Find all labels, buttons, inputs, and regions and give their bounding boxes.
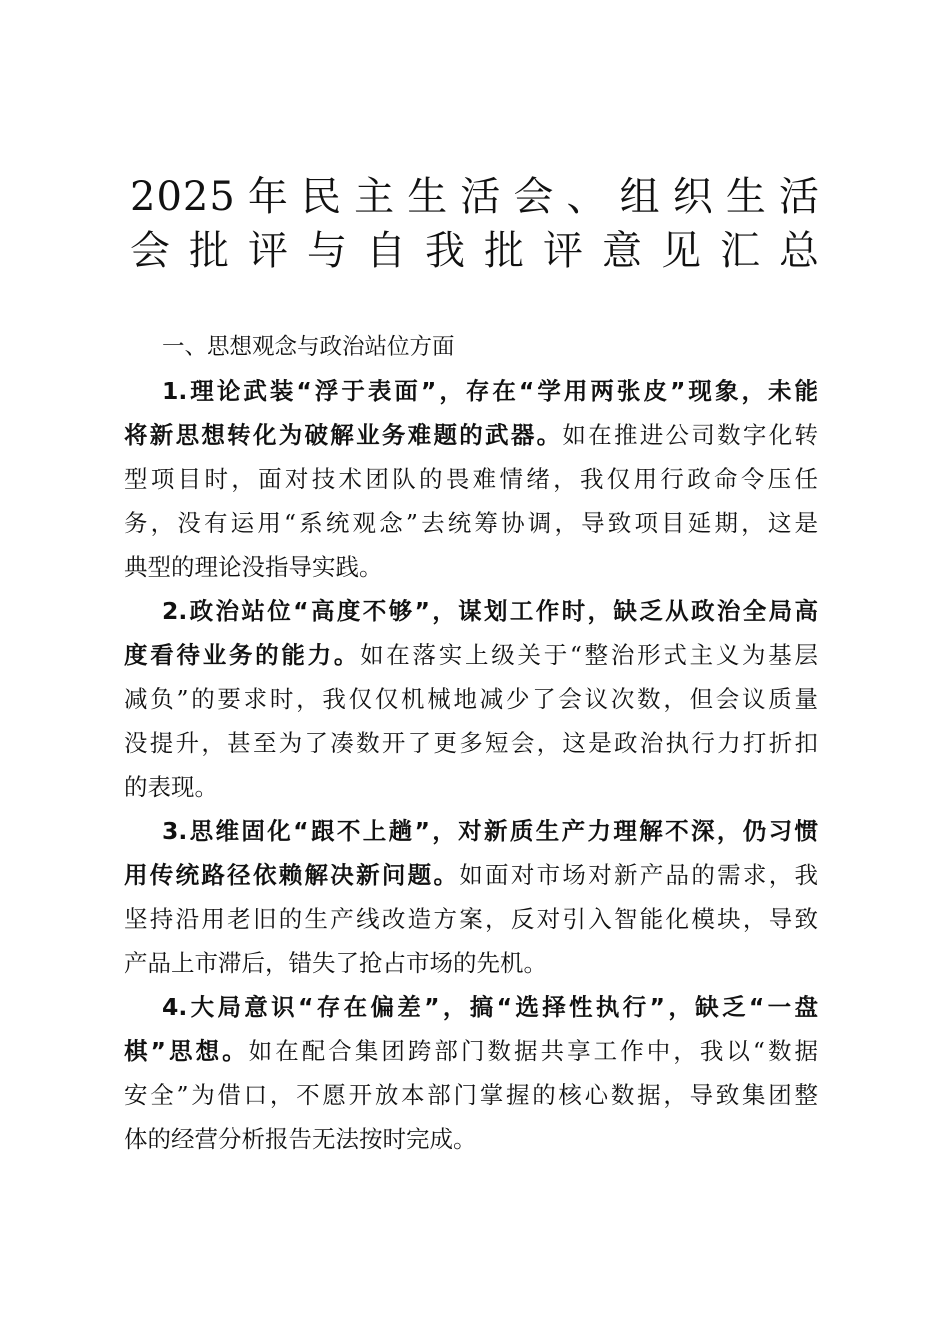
item-line: 体的经营分析报告无法按时完成。 (124, 1125, 477, 1153)
item-line: 将新思想转化为破解业务难题的武器。如在推进公司数字化转 (124, 421, 819, 449)
item-line: 棋”思想。如在配合集团跨部门数据共享工作中，我以“数据 (124, 1037, 819, 1065)
item-line: 产品上市滞后，错失了抢占市场的先机。 (124, 949, 547, 977)
item-line: 减负”的要求时，我仅仅机械地减少了会议次数，但会议质量 (124, 685, 818, 713)
critique-item-4 (124, 985, 818, 1161)
item-line: 用传统路径依赖解决新问题。如面对市场对新产品的需求，我 (124, 861, 818, 889)
item-line: 3.思维固化“跟不上趟”，对新质生产力理解不深，仍习惯 (162, 817, 818, 845)
item-line: 型项目时，面对技术团队的畏难情绪，我仅用行政命令压任 (124, 465, 818, 493)
item-line: 安全”为借口，不愿开放本部门掌握的核心数据，导致集团整 (124, 1081, 818, 1109)
item-line: 1.理论武装“浮于表面”，存在“学用两张皮”现象，未能 (162, 377, 818, 405)
title-line-2: 会批评与自我批评意见汇总 (130, 228, 820, 274)
critique-item-2 (124, 589, 818, 809)
document-body (124, 325, 818, 1161)
item-line: 的表现。 (124, 773, 218, 801)
item-line: 4.大局意识“存在偏差”，搞“选择性执行”，缺乏“一盘 (162, 993, 818, 1021)
item-line: 典型的理论没指导实践。 (124, 553, 383, 581)
critique-item-1 (124, 369, 818, 589)
title-line-1: 2025年民主生活会、组织生活 (130, 174, 820, 220)
item-line: 务，没有运用“系统观念”去统筹协调，导致项目延期，这是 (124, 509, 818, 537)
item-line: 度看待业务的能力。如在落实上级关于“整治形式主义为基层 (124, 641, 819, 669)
document-title (130, 170, 820, 278)
item-line: 2.政治站位“高度不够”，谋划工作时，缺乏从政治全局高 (162, 597, 818, 625)
critique-item-3 (124, 809, 818, 985)
item-line: 坚持沿用老旧的生产线改造方案，反对引入智能化模块，导致 (124, 905, 818, 933)
item-line: 没提升，甚至为了凑数开了更多短会，这是政治执行力打折扣 (124, 729, 818, 757)
section-heading: 一、思想观念与政治站位方面 (162, 334, 455, 360)
